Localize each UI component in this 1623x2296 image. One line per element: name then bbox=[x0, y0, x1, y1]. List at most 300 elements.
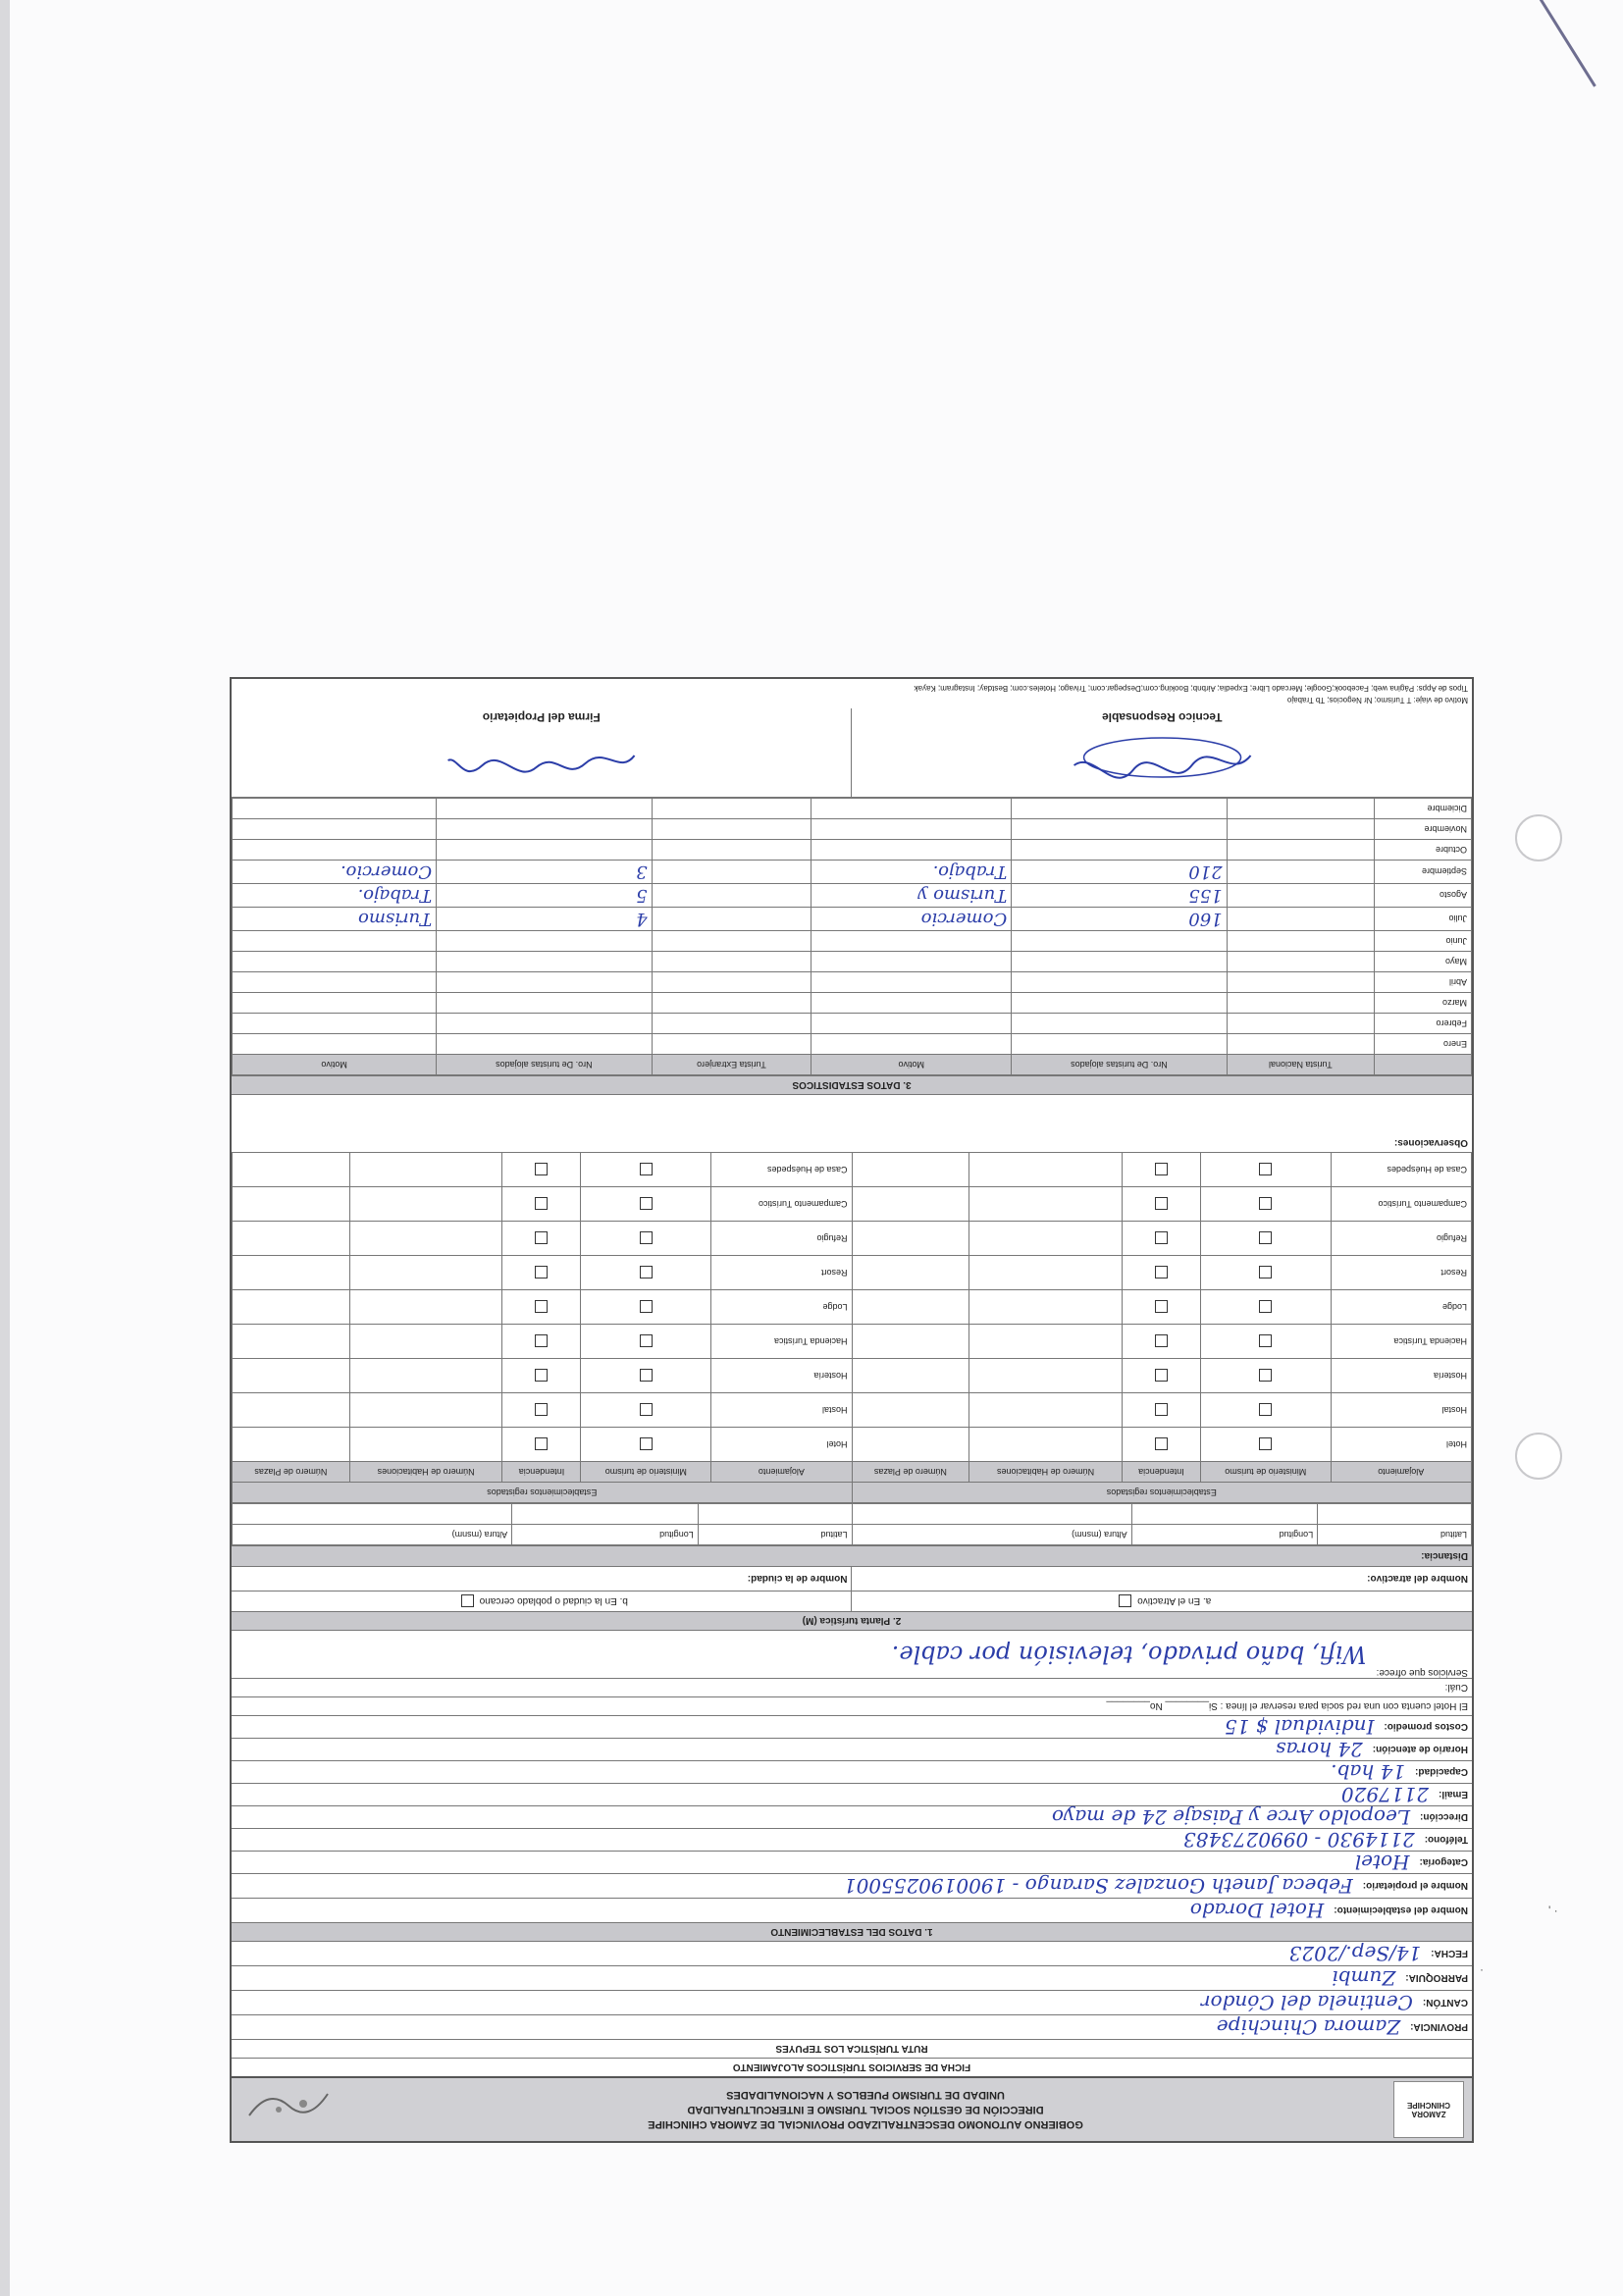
ministerio-checkbox[interactable] bbox=[640, 1267, 653, 1279]
nacional-cell[interactable] bbox=[1227, 861, 1374, 884]
capacidad-field[interactable]: 14 hab. bbox=[1331, 1760, 1406, 1784]
num-plazas-cell[interactable] bbox=[852, 1359, 969, 1393]
horario-field[interactable]: 24 horas bbox=[1276, 1738, 1363, 1761]
type-label: Hotel bbox=[711, 1428, 852, 1462]
nacional-motivo[interactable] bbox=[812, 840, 1012, 861]
intendencia-cell bbox=[1122, 1290, 1200, 1325]
month-label: Julio bbox=[1375, 908, 1472, 931]
atractivo-ciudad-row bbox=[232, 1566, 1472, 1591]
nacional-cell[interactable] bbox=[1227, 884, 1374, 908]
num-plazas-cell[interactable] bbox=[233, 1290, 350, 1325]
num-plazas-cell[interactable] bbox=[233, 1359, 350, 1393]
parroquia-field[interactable]: Zumbi bbox=[1332, 1966, 1396, 1990]
red-row bbox=[232, 1696, 1472, 1715]
registered-right-header: Establecimientos registados bbox=[233, 1483, 853, 1503]
ministerio-checkbox[interactable] bbox=[640, 1335, 653, 1348]
intendencia-checkbox[interactable] bbox=[535, 1164, 548, 1176]
extranjero-motivo[interactable] bbox=[233, 799, 437, 819]
extranjero-count[interactable] bbox=[437, 993, 652, 1014]
extranjero-count[interactable] bbox=[437, 952, 652, 972]
extranjero-motivo[interactable] bbox=[233, 931, 437, 952]
intendencia-cell bbox=[1122, 1428, 1200, 1462]
email-label: Email: bbox=[1438, 1789, 1468, 1800]
section2-title-text: 2. Planta turística (M) bbox=[802, 1615, 902, 1627]
ministerio-checkbox[interactable] bbox=[1259, 1198, 1272, 1211]
extranjero-count[interactable] bbox=[437, 840, 652, 861]
footnotes bbox=[232, 679, 1472, 708]
intendencia-cell bbox=[502, 1153, 581, 1187]
nacional-motivo[interactable] bbox=[812, 819, 1012, 840]
scan-marks: ' · bbox=[1548, 1904, 1558, 1917]
stats-body bbox=[233, 799, 1472, 1055]
extranjero-motivo[interactable] bbox=[233, 1034, 437, 1055]
type-label: Hostal bbox=[711, 1393, 852, 1428]
propietario-field[interactable]: Febeca Janeth Gonzalez Sarango - 1900190255001 bbox=[843, 1874, 1353, 1898]
coord-longitud-a: Longitud bbox=[1131, 1525, 1318, 1545]
extranjero-count[interactable] bbox=[437, 799, 652, 819]
extranjero-cell[interactable] bbox=[652, 931, 812, 952]
month-label: Mayo bbox=[1375, 952, 1472, 972]
nacional-motivo[interactable] bbox=[812, 799, 1012, 819]
month-row bbox=[233, 931, 1472, 952]
propietario-signature-icon bbox=[355, 736, 727, 785]
ministerio-cell bbox=[1200, 1428, 1331, 1462]
extranjero-count[interactable] bbox=[437, 1034, 652, 1055]
provincia-label: PROVINCIA: bbox=[1410, 2021, 1468, 2033]
tecnico-signature-box[interactable] bbox=[852, 708, 1473, 797]
intendencia-checkbox[interactable] bbox=[535, 1438, 548, 1451]
month-label: Febrero bbox=[1375, 1014, 1472, 1034]
coord-longitud-b: Longitud bbox=[512, 1525, 699, 1545]
type-label: Campamento Turístico bbox=[1331, 1187, 1471, 1222]
nombre-row bbox=[232, 1898, 1472, 1922]
extranjero-cell[interactable] bbox=[652, 993, 812, 1014]
ministerio-checkbox[interactable] bbox=[1259, 1164, 1272, 1176]
num-hab-cell[interactable] bbox=[349, 1222, 502, 1256]
canton-field[interactable]: Centinela del Cóndor bbox=[1201, 1991, 1413, 2014]
month-label: Enero bbox=[1375, 1034, 1472, 1055]
costos-field[interactable]: Individual $ 15 bbox=[1224, 1715, 1375, 1739]
canton-label: CANTÓN: bbox=[1422, 1997, 1468, 2009]
num-plazas-cell[interactable] bbox=[233, 1222, 350, 1256]
atractivo-cell bbox=[852, 1567, 1473, 1591]
signature-area bbox=[232, 708, 1472, 798]
punch-hole bbox=[1515, 1433, 1562, 1480]
extranjero-cell[interactable] bbox=[652, 1034, 812, 1055]
coord-latitud-b: Latitud bbox=[698, 1525, 852, 1545]
num-plazas-cell[interactable] bbox=[233, 1256, 350, 1290]
num-plazas-cell[interactable] bbox=[233, 1153, 350, 1187]
extranjero-motivo[interactable]: Turismo bbox=[233, 908, 437, 931]
col-num-plazas: Número de Plazas bbox=[233, 1462, 350, 1483]
coord-value[interactable] bbox=[512, 1504, 699, 1525]
horario-label: Horario de atención: bbox=[1372, 1744, 1468, 1755]
cual-row bbox=[232, 1678, 1472, 1696]
option-b-label: b. En la ciudad o poblado cercano bbox=[479, 1595, 628, 1607]
cual-label: Cuál: bbox=[1444, 1682, 1468, 1694]
nacional-cell[interactable] bbox=[1227, 908, 1374, 931]
section3-title bbox=[232, 1075, 1472, 1094]
direccion-label: Dirección: bbox=[1420, 1811, 1468, 1823]
nacional-count[interactable] bbox=[1012, 840, 1227, 861]
ministerio-checkbox[interactable] bbox=[640, 1301, 653, 1314]
statistics-table bbox=[232, 798, 1472, 1075]
extranjero-motivo[interactable] bbox=[233, 993, 437, 1014]
fecha-field[interactable]: 14/Sep./2023 bbox=[1288, 1942, 1422, 1965]
ministerio-checkbox[interactable] bbox=[640, 1232, 653, 1245]
num-plazas-cell[interactable] bbox=[852, 1325, 969, 1359]
nacional-cell[interactable] bbox=[1227, 819, 1374, 840]
num-hab-cell[interactable] bbox=[349, 1428, 502, 1462]
nacional-count[interactable]: 155 bbox=[1012, 884, 1227, 908]
apps-footnote: Tipos de Apps: Página web; Facebook;Google; Mercado Libre; Expedia; Airbnb; Booking.com;Despegar.com; Trivago; Hoteles.com; Bestday; Instagram; Kayak bbox=[914, 684, 1468, 693]
extranjero-cell[interactable] bbox=[652, 972, 812, 993]
nacional-motivo[interactable]: Comercio bbox=[812, 908, 1012, 931]
extranjero-cell[interactable] bbox=[652, 840, 812, 861]
form-title-text: FICHA DE SERVICIOS TURÍSTICOS ALOJAMIENTO bbox=[732, 2061, 971, 2073]
intendencia-checkbox[interactable] bbox=[535, 1404, 548, 1417]
nacional-count[interactable] bbox=[1012, 1014, 1227, 1034]
num-plazas-cell[interactable] bbox=[852, 1256, 969, 1290]
extranjero-cell[interactable] bbox=[652, 884, 812, 908]
month-row bbox=[233, 952, 1472, 972]
ministerio-cell bbox=[581, 1428, 711, 1462]
coord-value[interactable] bbox=[852, 1504, 1131, 1525]
categoria-field[interactable]: Hotel bbox=[1354, 1851, 1410, 1874]
num-hab-cell[interactable] bbox=[349, 1256, 502, 1290]
coord-value[interactable] bbox=[1318, 1504, 1472, 1525]
coord-value[interactable] bbox=[698, 1504, 852, 1525]
intendencia-checkbox[interactable] bbox=[1155, 1404, 1168, 1417]
types-body bbox=[233, 1153, 1472, 1462]
month-row bbox=[233, 1034, 1472, 1055]
prefecture-logo bbox=[1393, 2081, 1464, 2138]
num-hab-cell[interactable] bbox=[969, 1359, 1123, 1393]
nacional-count[interactable] bbox=[1012, 952, 1227, 972]
type-label: Hostería bbox=[1331, 1359, 1471, 1393]
num-hab-cell[interactable] bbox=[969, 1428, 1123, 1462]
tecnico-label: Tecnico Responsable bbox=[1102, 710, 1223, 724]
nacional-motivo[interactable] bbox=[812, 931, 1012, 952]
extranjero-motivo[interactable] bbox=[233, 1014, 437, 1034]
observaciones-row bbox=[232, 1094, 1472, 1152]
num-hab-cell[interactable] bbox=[969, 1290, 1123, 1325]
num-hab-cell[interactable] bbox=[349, 1325, 502, 1359]
type-label: Refugio bbox=[1331, 1222, 1471, 1256]
num-plazas-cell[interactable] bbox=[852, 1187, 969, 1222]
option-b-checkbox[interactable] bbox=[461, 1595, 474, 1608]
num-hab-cell[interactable] bbox=[349, 1187, 502, 1222]
servicios-label: Servicios que ofrece: bbox=[1376, 1667, 1468, 1678]
nacional-motivo[interactable] bbox=[812, 993, 1012, 1014]
observaciones-label: Observaciones: bbox=[1393, 1137, 1468, 1148]
stat-header: Nro. De turistas alojados bbox=[1012, 1055, 1227, 1075]
nacional-motivo[interactable] bbox=[812, 972, 1012, 993]
atractivo-label: Nombre del atractivo: bbox=[1367, 1573, 1468, 1585]
intendencia-cell bbox=[502, 1428, 581, 1462]
extranjero-count[interactable]: 3 bbox=[437, 861, 652, 884]
intendencia-checkbox[interactable] bbox=[535, 1198, 548, 1211]
ministerio-cell bbox=[581, 1256, 711, 1290]
type-row bbox=[233, 1153, 1472, 1187]
intendencia-cell bbox=[1122, 1187, 1200, 1222]
col-alojamiento: Alojamiento bbox=[711, 1462, 852, 1483]
intendencia-cell bbox=[502, 1290, 581, 1325]
extranjero-cell[interactable] bbox=[652, 819, 812, 840]
extranjero-count[interactable] bbox=[437, 931, 652, 952]
nacional-cell[interactable] bbox=[1227, 1014, 1374, 1034]
type-label: Lodge bbox=[711, 1290, 852, 1325]
num-hab-cell[interactable] bbox=[349, 1290, 502, 1325]
month-row bbox=[233, 1014, 1472, 1034]
ministerio-cell bbox=[581, 1222, 711, 1256]
nacional-motivo[interactable] bbox=[812, 952, 1012, 972]
ministerio-checkbox[interactable] bbox=[640, 1164, 653, 1176]
categoria-label: Categoría: bbox=[1419, 1856, 1468, 1868]
provincia-field[interactable]: Zamora Chinchipe bbox=[1216, 2015, 1401, 2039]
extranjero-count[interactable]: 5 bbox=[437, 884, 652, 908]
nombre-field[interactable]: Hotel Dorado bbox=[1189, 1899, 1325, 1922]
num-plazas-cell[interactable] bbox=[233, 1393, 350, 1428]
intendencia-checkbox[interactable] bbox=[1155, 1438, 1168, 1451]
type-row bbox=[233, 1428, 1472, 1462]
intendencia-checkbox[interactable] bbox=[1155, 1301, 1168, 1314]
extranjero-motivo[interactable] bbox=[233, 952, 437, 972]
nacional-cell[interactable] bbox=[1227, 993, 1374, 1014]
col-intendencia: Intendencia bbox=[502, 1462, 581, 1483]
intendencia-cell bbox=[502, 1359, 581, 1393]
num-hab-cell[interactable] bbox=[969, 1393, 1123, 1428]
coordinates-table bbox=[232, 1503, 1472, 1545]
intendencia-checkbox[interactable] bbox=[535, 1267, 548, 1279]
type-label: Hostería bbox=[711, 1359, 852, 1393]
ministerio-checkbox[interactable] bbox=[640, 1438, 653, 1451]
extranjero-motivo[interactable] bbox=[233, 972, 437, 993]
col-num-hab: Número de Habitaciones bbox=[969, 1462, 1123, 1483]
extranjero-cell[interactable] bbox=[652, 908, 812, 931]
route-title bbox=[232, 2039, 1472, 2058]
punch-hole bbox=[1515, 814, 1562, 861]
extranjero-motivo[interactable]: Comercio. bbox=[233, 861, 437, 884]
intendencia-cell bbox=[1122, 1359, 1200, 1393]
ministerio-checkbox[interactable] bbox=[640, 1198, 653, 1211]
type-row bbox=[233, 1256, 1472, 1290]
extranjero-cell[interactable] bbox=[652, 1014, 812, 1034]
num-hab-cell[interactable] bbox=[349, 1393, 502, 1428]
extranjero-motivo[interactable] bbox=[233, 840, 437, 861]
num-hab-cell[interactable] bbox=[969, 1222, 1123, 1256]
intendencia-checkbox[interactable] bbox=[1155, 1335, 1168, 1348]
month-label: Abril bbox=[1375, 972, 1472, 993]
num-plazas-cell[interactable] bbox=[852, 1153, 969, 1187]
nacional-cell[interactable] bbox=[1227, 972, 1374, 993]
num-plazas-cell[interactable] bbox=[233, 1325, 350, 1359]
extranjero-motivo[interactable]: Trabajo. bbox=[233, 884, 437, 908]
fecha-label: FECHA: bbox=[1431, 1948, 1468, 1959]
coord-altura-a: Altura (msnm) bbox=[852, 1525, 1131, 1545]
extranjero-count[interactable]: 4 bbox=[437, 908, 652, 931]
nacional-count[interactable] bbox=[1012, 993, 1227, 1014]
capacidad-row bbox=[232, 1760, 1472, 1783]
nacional-motivo[interactable]: Turismo y bbox=[812, 884, 1012, 908]
stat-header: Motivo bbox=[233, 1055, 437, 1075]
nacional-motivo[interactable] bbox=[812, 1014, 1012, 1034]
ministerio-checkbox[interactable] bbox=[1259, 1232, 1272, 1245]
ministerio-checkbox[interactable] bbox=[1259, 1335, 1272, 1348]
extranjero-cell[interactable] bbox=[652, 952, 812, 972]
type-label: Resort bbox=[711, 1256, 852, 1290]
num-hab-cell[interactable] bbox=[349, 1359, 502, 1393]
servicios-row bbox=[232, 1630, 1472, 1678]
col-alojamiento: Alojamiento bbox=[1331, 1462, 1471, 1483]
extranjero-count[interactable] bbox=[437, 972, 652, 993]
extranjero-cell[interactable] bbox=[652, 799, 812, 819]
intendencia-cell bbox=[1122, 1393, 1200, 1428]
section1-title bbox=[232, 1922, 1472, 1941]
num-hab-cell[interactable] bbox=[969, 1325, 1123, 1359]
intendencia-checkbox[interactable] bbox=[1155, 1370, 1168, 1383]
stat-header: Nro. De turistas alojados bbox=[437, 1055, 652, 1075]
month-label: Noviembre bbox=[1375, 819, 1472, 840]
nacional-count[interactable] bbox=[1012, 1034, 1227, 1055]
intendencia-checkbox[interactable] bbox=[1155, 1267, 1168, 1279]
intendencia-checkbox[interactable] bbox=[1155, 1232, 1168, 1245]
propietario-signature-box[interactable] bbox=[232, 708, 852, 797]
month-col-header bbox=[1375, 1055, 1472, 1075]
type-label: Hostal bbox=[1331, 1393, 1471, 1428]
capacidad-label: Capacidad: bbox=[1415, 1766, 1468, 1778]
intendencia-checkbox[interactable] bbox=[535, 1335, 548, 1348]
num-plazas-cell[interactable] bbox=[852, 1428, 969, 1462]
num-plazas-cell[interactable] bbox=[852, 1393, 969, 1428]
coord-value[interactable] bbox=[233, 1504, 512, 1525]
accommodation-types-table bbox=[232, 1152, 1472, 1503]
ministerio-checkbox[interactable] bbox=[1259, 1370, 1272, 1383]
section1-title-text: 1. DATOS DEL ESTABLECIMIENTO bbox=[770, 1926, 933, 1938]
ciudad-cell bbox=[232, 1567, 852, 1591]
pen-stroke bbox=[1521, 0, 1597, 87]
num-hab-cell[interactable] bbox=[969, 1153, 1123, 1187]
tecnico-signature-icon bbox=[976, 736, 1348, 785]
nacional-motivo[interactable] bbox=[812, 1034, 1012, 1055]
parroquia-label: PARROQUIA: bbox=[1405, 1972, 1468, 1984]
num-plazas-cell[interactable] bbox=[852, 1222, 969, 1256]
num-plazas-cell[interactable] bbox=[233, 1428, 350, 1462]
ministerio-checkbox[interactable] bbox=[1259, 1438, 1272, 1451]
extranjero-count[interactable] bbox=[437, 1014, 652, 1034]
nacional-count[interactable] bbox=[1012, 819, 1227, 840]
num-hab-cell[interactable] bbox=[969, 1256, 1123, 1290]
col-num-plazas: Número de Plazas bbox=[852, 1462, 969, 1483]
col-num-hab: Número de Habitaciones bbox=[349, 1462, 502, 1483]
ministerio-cell bbox=[1200, 1256, 1331, 1290]
type-label: Casa de Huéspedes bbox=[711, 1153, 852, 1187]
intendencia-checkbox[interactable] bbox=[1155, 1198, 1168, 1211]
col-ministerio: Ministerio de turismo bbox=[581, 1462, 711, 1483]
costos-row bbox=[232, 1715, 1472, 1738]
extranjero-motivo[interactable] bbox=[233, 819, 437, 840]
type-label: Refugio bbox=[711, 1222, 852, 1256]
option-a-checkbox[interactable] bbox=[1119, 1595, 1131, 1608]
col-ministerio: Ministerio de turismo bbox=[1200, 1462, 1331, 1483]
intendencia-cell bbox=[502, 1256, 581, 1290]
stat-header: Motivo bbox=[812, 1055, 1012, 1075]
nacional-count[interactable] bbox=[1012, 799, 1227, 819]
direccion-field[interactable]: Leopoldo Arce y Paisaje 24 de mayo bbox=[1051, 1805, 1411, 1829]
categoria-row bbox=[232, 1851, 1472, 1873]
ministerio-cell bbox=[1200, 1222, 1331, 1256]
num-hab-cell[interactable] bbox=[349, 1153, 502, 1187]
intendencia-cell bbox=[502, 1222, 581, 1256]
type-label: Hacienda Turística bbox=[1331, 1325, 1471, 1359]
ministerio-checkbox[interactable] bbox=[640, 1370, 653, 1383]
stat-header: Turista Nacional bbox=[1227, 1055, 1374, 1075]
type-label: Hotel bbox=[1331, 1428, 1471, 1462]
costos-label: Costos promedio: bbox=[1384, 1721, 1468, 1733]
nacional-cell[interactable] bbox=[1227, 840, 1374, 861]
ministerio-checkbox[interactable] bbox=[640, 1404, 653, 1417]
header-text bbox=[345, 2088, 1386, 2132]
intendencia-checkbox[interactable] bbox=[535, 1301, 548, 1314]
red-label: El Hotel cuenta con una red socia para reservar el línea : Si________ No________ bbox=[1106, 1700, 1468, 1712]
form-title bbox=[232, 2058, 1472, 2076]
ministerio-checkbox[interactable] bbox=[1259, 1301, 1272, 1314]
nacional-count[interactable] bbox=[1012, 972, 1227, 993]
type-label: Lodge bbox=[1331, 1290, 1471, 1325]
month-label: Junio bbox=[1375, 931, 1472, 952]
month-row bbox=[233, 884, 1472, 908]
ministerio-checkbox[interactable] bbox=[1259, 1267, 1272, 1279]
nacional-cell[interactable] bbox=[1227, 952, 1374, 972]
gov-line-1: GOBIERNO AUTONOMO DESCENTRALIZADO PROVINCIAL DE ZAMORA CHINCHIPE bbox=[648, 2118, 1083, 2131]
nacional-count[interactable]: 210 bbox=[1012, 861, 1227, 884]
nacional-motivo[interactable]: Trabajo. bbox=[812, 861, 1012, 884]
nacional-count[interactable] bbox=[1012, 931, 1227, 952]
intendencia-checkbox[interactable] bbox=[1155, 1164, 1168, 1176]
rotated-form bbox=[234, 593, 1474, 2143]
intendencia-checkbox[interactable] bbox=[535, 1370, 548, 1383]
ministerio-cell bbox=[581, 1325, 711, 1359]
month-row bbox=[233, 819, 1472, 840]
nacional-count[interactable]: 160 bbox=[1012, 908, 1227, 931]
extranjero-cell[interactable] bbox=[652, 861, 812, 884]
email-field[interactable]: 2117920 bbox=[1340, 1783, 1429, 1806]
registered-left-header: Establecimientos registados bbox=[852, 1483, 1471, 1503]
form-header bbox=[232, 2076, 1472, 2141]
num-hab-cell[interactable] bbox=[969, 1187, 1123, 1222]
telefono-field[interactable]: 2114930 - 0990273483 bbox=[1182, 1828, 1415, 1852]
intendencia-cell bbox=[502, 1325, 581, 1359]
servicios-field[interactable]: Wifi, baño privado, televisión por cable. bbox=[891, 1641, 1367, 1668]
intendencia-cell bbox=[1122, 1325, 1200, 1359]
nacional-cell[interactable] bbox=[1227, 931, 1374, 952]
extranjero-count[interactable] bbox=[437, 819, 652, 840]
nacional-cell[interactable] bbox=[1227, 799, 1374, 819]
propietario-label: Nombre el propietario: bbox=[1362, 1880, 1468, 1892]
intendencia-checkbox[interactable] bbox=[535, 1232, 548, 1245]
nacional-cell[interactable] bbox=[1227, 1034, 1374, 1055]
type-row bbox=[233, 1222, 1472, 1256]
email-row bbox=[232, 1783, 1472, 1805]
num-plazas-cell[interactable] bbox=[852, 1290, 969, 1325]
num-plazas-cell[interactable] bbox=[233, 1187, 350, 1222]
intendencia-cell bbox=[1122, 1256, 1200, 1290]
coord-altura-b: Altura (msnm) bbox=[233, 1525, 512, 1545]
ministerio-checkbox[interactable] bbox=[1259, 1404, 1272, 1417]
ministerio-cell bbox=[1200, 1325, 1331, 1359]
coord-value[interactable] bbox=[1131, 1504, 1318, 1525]
intendencia-cell bbox=[502, 1187, 581, 1222]
